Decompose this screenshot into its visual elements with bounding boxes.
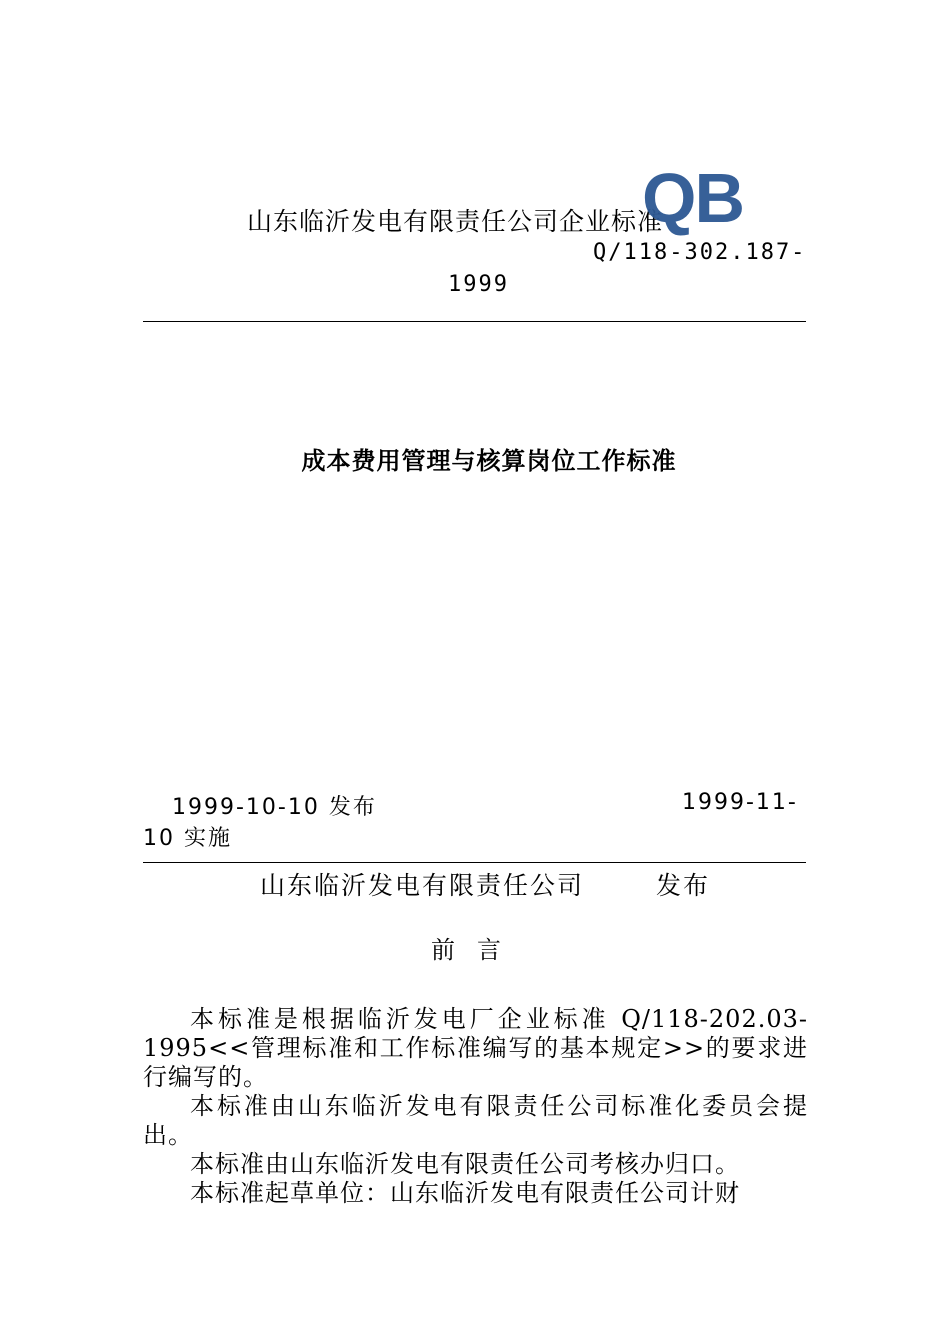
foreword-paragraph: 本标准由山东临沂发电有限责任公司标准化委员会提出。 (143, 1092, 808, 1149)
standard-number-year: 1999 (448, 272, 509, 297)
standard-number: Q/118-302.187- (593, 240, 807, 265)
qb-logo: QB (642, 159, 743, 237)
company-standard-title: 山东临沂发电有限责任公司企业标准 (247, 207, 664, 236)
implement-date-cont: 10 实施 (143, 826, 232, 851)
document-title: 成本费用管理与核算岗位工作标准 (301, 447, 677, 475)
foreword-heading: 前言 (431, 936, 523, 964)
foreword-paragraph: 本标准是根据临沂发电厂企业标准 Q/118-202.03-1995<<管理标准和工作标准编写的基本规定>>的要求进行编写的。 (143, 1005, 808, 1091)
publisher-name: 山东临沂发电有限责任公司 (260, 871, 585, 900)
implement-date: 1999-11- (682, 790, 798, 815)
foreword-body (143, 1005, 808, 1208)
footer-divider (143, 862, 806, 863)
publisher-action: 发布 (656, 871, 711, 900)
foreword-paragraph: 本标准由山东临沂发电有限责任公司考核办归口。 (190, 1150, 740, 1178)
issue-date: 1999-10-10 发布 (172, 795, 377, 820)
foreword-paragraph: 本标准起草单位：山东临沂发电有限责任公司计财 (190, 1179, 740, 1207)
header-divider (143, 321, 806, 322)
